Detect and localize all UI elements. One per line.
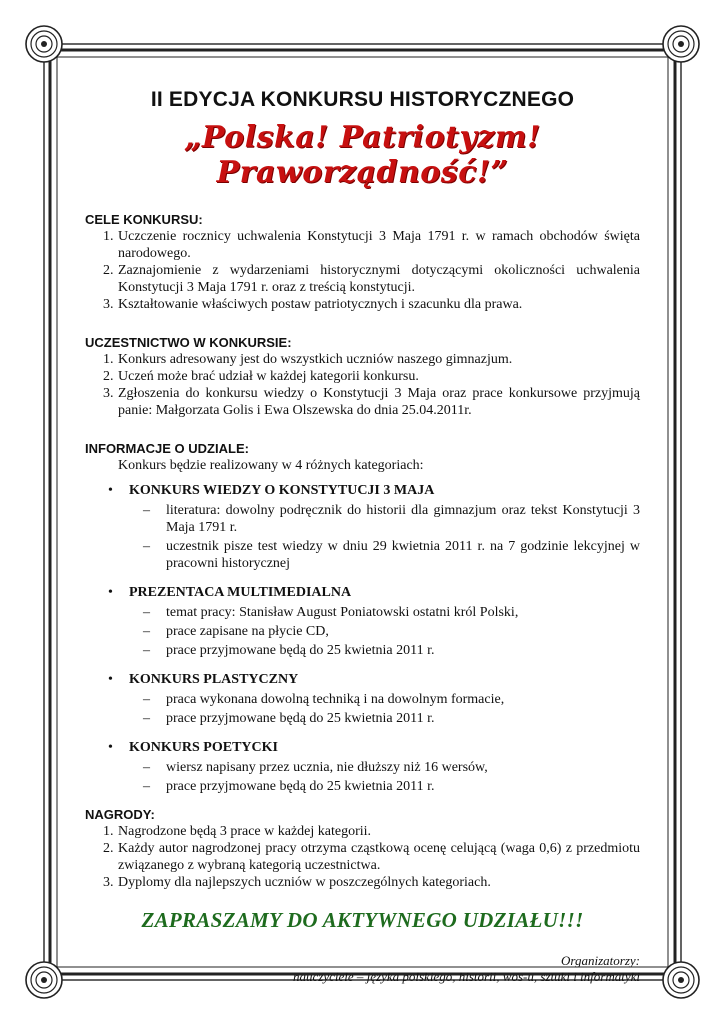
motto: „Polska! Patriotyzm! Praworządność!” — [184, 120, 541, 190]
bullet-icon: • — [108, 672, 113, 687]
section-prizes — [85, 807, 640, 891]
bullet-icon: • — [108, 483, 113, 498]
list-item: 3. Kształtowanie właściwych postaw patriotycznych i szacunku dla prawa. — [103, 297, 523, 312]
category-name: PREZENTACA MULTIMEDIALNA — [129, 585, 352, 600]
list-item: – prace przyjmowane będą do 25 kwietnia 2011 r. — [143, 643, 435, 658]
list-item: – temat pracy: Stanisław August Poniatowski ostatni król Polski, — [143, 605, 519, 620]
corner-ornament-bottom-right — [663, 962, 699, 998]
list-item: 3. Dyplomy dla najlepszych uczniów w poszczególnych kategoriach. — [103, 875, 491, 890]
list-item: 2. Każdy autor nagrodzonej pracy otrzyma cząstkową ocenę celującą (waga 0,6) z przedmiotu związanego z wybraną kategorią uczestnictwa. — [103, 841, 640, 873]
corner-ornament-bottom-left — [26, 962, 62, 998]
category-name: KONKURS PLASTYCZNY — [129, 672, 299, 687]
bullet-icon: • — [108, 740, 113, 755]
section-info — [85, 441, 640, 795]
category-knowledge — [85, 482, 640, 572]
corner-ornament-top-right — [663, 26, 699, 62]
organizers-text: nauczyciele – języka polskiego, historii, wos-u, sztuki i informatyki — [293, 969, 640, 984]
category-poetry — [85, 739, 640, 795]
bullet-icon: • — [108, 585, 113, 600]
list-item: – prace zapisane na płycie CD, — [143, 624, 329, 639]
list-item: – uczestnik pisze test wiedzy w dniu 29 kwietnia 2011 r. na 7 godzinie lekcyjnej w pracowni historycznej — [143, 539, 640, 571]
list-item: 2. Uczeń może brać udział w każdej kategorii konkursu. — [103, 369, 419, 384]
section-goals — [85, 212, 640, 313]
list-item: 1. Konkurs adresowany jest do wszystkich uczniów naszego gimnazjum. — [103, 352, 513, 367]
section-heading: INFORMACJE O UDZIALE: — [85, 441, 249, 456]
list-item: 2. Zaznajomienie z wydarzeniami historycznymi dotyczącymi okoliczności uchwalenia Konstytucji 3 Maja 1791 r. oraz z treścią konstytucji. — [103, 263, 640, 295]
page-title: II EDYCJA KONKURSU HISTORYCZNEGO — [150, 88, 575, 111]
category-name: KONKURS POETYCKI — [129, 740, 278, 755]
list-item: 3. Zgłoszenia do konkursu wiedzy o Konstytucji 3 Maja oraz prace konkursowe przyjmują panie: Małgorzata Golis i Ewa Olszewska do dnia 25.04.2011r. — [103, 386, 640, 418]
organizers-label: Organizatorzy: — [561, 953, 640, 968]
section-heading: CELE KONKURSU: — [85, 212, 203, 227]
section-heading: UCZESTNICTWO W KONKURSIE: — [85, 335, 292, 350]
category-name: KONKURS WIEDZY O KONSTYTUCJI 3 MAJA — [129, 483, 435, 498]
list-item: 1. Uczczenie rocznicy uchwalenia Konstytucji 3 Maja 1791 r. w ramach obchodów święta narodowego. — [103, 229, 640, 261]
list-item: – literatura: dowolny podręcznik do historii dla gimnazjum oraz tekst Konstytucji 3 Maja 1791 r. — [143, 503, 640, 535]
list-item: – prace przyjmowane będą do 25 kwietnia 2011 r. — [143, 779, 435, 794]
list-item: – praca wykonana dowolną techniką i na dowolnym formacie, — [143, 692, 505, 707]
list-item: – prace przyjmowane będą do 25 kwietnia 2011 r. — [143, 711, 435, 726]
category-multimedia — [85, 584, 640, 659]
category-art — [85, 671, 640, 727]
section-heading: NAGRODY: — [85, 807, 155, 822]
document-body — [85, 88, 640, 985]
organizers — [85, 953, 640, 985]
list-item: 1. Nagrodzone będą 3 prace w każdej kategorii. — [103, 824, 372, 839]
corner-ornament-top-left — [26, 26, 62, 62]
list-item: – wiersz napisany przez ucznia, nie dłuższy niż 16 wersów, — [143, 760, 488, 775]
invitation-banner: ZAPRASZAMY DO AKTYWNEGO UDZIAŁU!!! — [141, 908, 584, 932]
info-intro: Konkurs będzie realizowany w 4 różnych kategoriach: — [118, 458, 424, 473]
section-participation — [85, 335, 640, 419]
